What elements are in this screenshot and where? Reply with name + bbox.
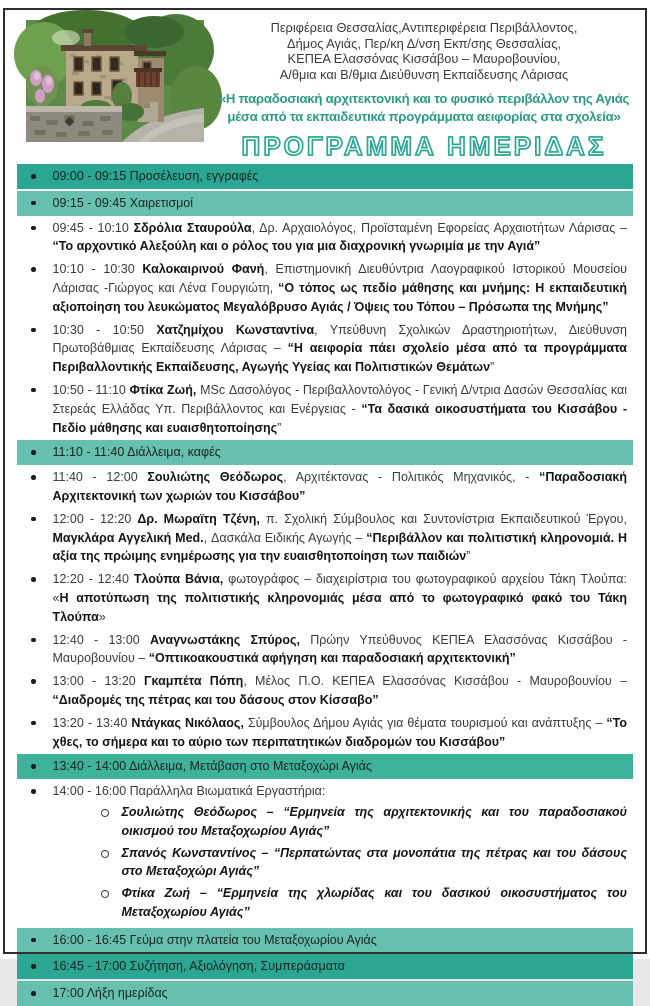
event-title-quote: «Η παραδοσιακή αρχιτεκτονική και το φυσικό περιβάλλον της Αγιάς μέσα από τα εκπαιδευτικά προγράμματα αειφορίας στα σχολεία» bbox=[218, 91, 630, 124]
schedule-item bbox=[17, 218, 633, 258]
text-segment: Φτίκα Ζωή – “Ερμηνεία της χλωρίδας και του δασικού οικοσυστήματος του Μεταξοχωρίου Αγιάς” bbox=[121, 886, 627, 919]
text-segment: » bbox=[98, 609, 106, 624]
schedule-break-row bbox=[17, 164, 633, 189]
item-body bbox=[53, 957, 628, 976]
text-segment: 13:00 - 13:20 bbox=[52, 674, 145, 689]
schedule-item bbox=[17, 380, 633, 438]
text-segment: ” bbox=[277, 420, 282, 435]
item-text bbox=[53, 714, 628, 752]
schedule-item bbox=[17, 569, 633, 627]
bullet-icon bbox=[31, 328, 36, 333]
item-body bbox=[53, 381, 628, 437]
item-body bbox=[53, 194, 628, 213]
item-body bbox=[53, 672, 628, 710]
bullet-icon bbox=[31, 267, 36, 272]
text-segment: “Τα δασικά οικοσυστήματα του Κισσάβου - Πεδίο μάθησης και ευαισθητοποίησης bbox=[52, 401, 627, 435]
workshop-subitem bbox=[101, 884, 628, 922]
text-segment: “Περιβάλλον και πολιτιστική κληρονομιά. Η αξία της πρώιμης ενημέρωσης για την ευαισθητοποίηση των παιδιών bbox=[52, 530, 627, 564]
bullet-icon bbox=[31, 721, 36, 726]
item-text bbox=[53, 570, 628, 626]
bullet-icon bbox=[31, 964, 36, 969]
item-text bbox=[53, 260, 628, 316]
text-segment: Σουλιώτης Θεόδωρος – “Ερμηνεία της αρχιτεκτονικής και του παραδοσιακού οικισμού του Μεταξοχωρίου Αγιάς” bbox=[121, 804, 627, 838]
text-segment: Δρ. Μωραϊτη Τζένη, bbox=[137, 511, 260, 526]
text-segment: 11:10 - 11:40 Διάλλειμα, καφές bbox=[52, 445, 221, 460]
text-segment: “Το χθες, το σήμερα και το αύριο των περιπατητικών διαδρομών του Κισσάβου” bbox=[52, 715, 627, 749]
bullet-icon bbox=[31, 764, 36, 769]
schedule-break-row bbox=[17, 191, 633, 216]
item-body bbox=[53, 443, 628, 462]
schedule-break-row bbox=[17, 954, 633, 979]
text-segment: φωτογράφος – διαχειρίστρια του φωτογραφικού αρχείου Τάκη Τλούπα: « bbox=[52, 572, 627, 605]
text-segment: Σουλιώτης Θεόδωρος bbox=[147, 470, 284, 485]
bullet-icon bbox=[31, 475, 36, 480]
item-body bbox=[53, 570, 628, 626]
text-segment: “Παραδοσιακή Αρχιτεκτονική των χωριών του Κισσάβου” bbox=[52, 470, 628, 503]
text-segment: 10:30 - 10:50 bbox=[52, 322, 157, 337]
text-segment: “Διαδρομές της πέτρας και του δάσους στον Κίσσαβο” bbox=[52, 692, 379, 707]
item-text bbox=[53, 468, 628, 506]
text-segment: 09:00 - 09:15 Προσέλευση, εγγραφές bbox=[52, 169, 259, 183]
text-segment: Μαγκλάρα Αγγελική Med. bbox=[52, 530, 204, 545]
item-text bbox=[53, 194, 628, 213]
item-text bbox=[53, 931, 628, 950]
item-text bbox=[53, 672, 628, 710]
item-body bbox=[53, 782, 628, 925]
text-segment: Σύμβουλος Δήμου Αγιάς για θέματα τουρισμού και ανάπτυξης – bbox=[243, 715, 607, 730]
text-segment: “Το αρχοντικό Αλεξούλη και ο ρόλος του για μια διαχρονική γνωριμία με την Αγιά” bbox=[52, 239, 541, 254]
text-segment: , Αρχιτέκτονας - Πολιτικός Μηχανικός, - bbox=[283, 470, 540, 485]
text-segment: 12:40 - 13:00 bbox=[52, 632, 151, 647]
text-segment: , Δασκάλα Ειδικής Αγωγής – bbox=[203, 530, 367, 545]
text-segment: Φτίκα Ζωή, bbox=[129, 382, 197, 397]
text-segment: Χατζημίχου Κωνσταντίνα bbox=[156, 322, 315, 337]
item-text bbox=[53, 510, 628, 566]
item-body bbox=[53, 931, 628, 950]
text-segment: Ντάγκας Νικόλαος, bbox=[131, 715, 244, 730]
text-segment: 10:10 - 10:30 bbox=[52, 262, 143, 277]
item-body bbox=[53, 757, 628, 776]
item-body bbox=[53, 468, 628, 506]
text-segment: 13:40 - 14:00 Διάλλειμα, Μετάβαση στο Μεταξοχώρι Αγιάς bbox=[52, 759, 372, 774]
text-segment: ” bbox=[490, 360, 495, 375]
organizer-line: Περιφέρεια Θεσσαλίας,Αντιπεριφέρεια Περιβάλλοντος, bbox=[270, 20, 578, 35]
text-segment: 11:40 - 12:00 bbox=[52, 470, 148, 485]
bullet-icon bbox=[31, 388, 36, 393]
workshop-subitem bbox=[101, 844, 628, 882]
item-text bbox=[53, 167, 628, 186]
bullet-icon bbox=[31, 679, 36, 684]
item-body bbox=[53, 167, 628, 186]
text-segment: 16:00 - 16:45 Γεύμα στην πλατεία του Μεταξοχωρίου Αγιάς bbox=[52, 932, 377, 947]
item-body bbox=[53, 260, 628, 316]
text-segment: Τλούπα Βάνια, bbox=[133, 572, 224, 587]
bullet-icon bbox=[31, 991, 36, 996]
text-segment: , Μέλος Π.Ο. ΚΕΠΕΑ Ελασσόνας Κισσάβου - Μαυροβουνίου – bbox=[243, 674, 627, 689]
stone-house-illustration bbox=[26, 20, 204, 142]
text-segment: 12:00 - 12:20 bbox=[52, 511, 138, 526]
text-segment: “Ο τόπος ως πεδίο μάθησης και μνήμης: Η εκπαιδευτική αξιοποίηση του λευκώματος Μεγαλόβρυσο Αγιάς / Όψεις του Τόπου – Πρόσωπα της Μνήμης” bbox=[52, 280, 628, 314]
organizers bbox=[216, 20, 632, 82]
text-segment: 09:15 - 09:45 Χαιρετισμοί bbox=[52, 195, 194, 210]
bullet-icon bbox=[31, 577, 36, 582]
bullet-icon bbox=[31, 450, 36, 455]
text-segment: π. Σχολική Σύμβουλος και Συντονίστρια Εκπαιδευτικού Έργου, bbox=[259, 511, 627, 526]
workshop-text bbox=[122, 803, 628, 841]
schedule-item bbox=[17, 781, 633, 926]
bullet-icon bbox=[31, 789, 36, 794]
item-text bbox=[53, 782, 628, 801]
text-segment: 09:45 - 10:10 bbox=[52, 220, 134, 235]
organizer-line: Δήμος Αγιάς, Περ/κη Δ/νση Εκπ/σης Θεσσαλίας, bbox=[287, 35, 561, 51]
item-text bbox=[53, 984, 628, 1003]
item-text bbox=[53, 957, 628, 976]
item-body bbox=[53, 510, 628, 566]
bullet-icon bbox=[31, 517, 36, 522]
bullet-icon bbox=[31, 938, 36, 943]
bullet-icon bbox=[31, 201, 36, 206]
text-segment: 12:20 - 12:40 bbox=[52, 572, 134, 587]
item-text bbox=[53, 381, 628, 437]
text-segment: , Υπεύθυνη Σχολικών Δραστηριοτήτων, Διεύθυνση Πρωτοβάθμιας Εκπαίδευσης Λάρισας – bbox=[52, 322, 627, 356]
text-segment: 16:45 - 17:00 Συζήτηση, Αξιολόγηση, Συμπεράσματα bbox=[52, 959, 345, 974]
item-body bbox=[53, 631, 628, 669]
schedule-break-row bbox=[17, 981, 633, 1006]
schedule-item bbox=[17, 630, 633, 670]
text-segment: 17:00 Λήξη ημερίδας bbox=[52, 986, 168, 1001]
schedule-list bbox=[17, 164, 633, 1006]
text-segment: 14:00 - 16:00 Παράλληλα Βιωματικά Εργαστήρια: bbox=[52, 784, 326, 799]
item-text bbox=[53, 219, 628, 257]
organizer-line: ΚΕΠΕΑ Ελασσόνας Κισσάβου – Μαυροβουνίου, bbox=[287, 51, 561, 67]
text-segment: Γκαμπέτα Πόπη bbox=[144, 674, 244, 689]
schedule-break-row bbox=[17, 440, 633, 465]
stone-house-photo bbox=[26, 20, 204, 142]
schedule-break-row bbox=[17, 754, 633, 779]
schedule-item bbox=[17, 320, 633, 378]
bullet-icon bbox=[31, 226, 36, 231]
text-segment: , Επιστημονική Διευθύντρια Λαογραφικού Ιστορικού Μουσείου Λάρισας -Γιώργος και Λένα Γουργιώτη, bbox=[52, 262, 627, 295]
text-segment: , Δρ. Αρχαιολόγος, Προϊσταμένη Εφορείας Αρχαιοτήτων Λάρισας – bbox=[251, 220, 627, 235]
schedule-item bbox=[17, 671, 633, 711]
item-body bbox=[53, 984, 628, 1003]
text-segment: Αναγνωστάκης Σπύρος, bbox=[150, 632, 301, 647]
circle-bullet-icon bbox=[101, 890, 109, 898]
item-text bbox=[53, 443, 628, 462]
schedule-item bbox=[17, 509, 633, 567]
text-segment: MSc Δασολόγος - Περιβαλλοντολόγος - Γενική Δ/ντρια Δασών Θεσσαλίας και Στερεάς Ελλάδας Υπ. Περιβάλλοντος και Ενέργειας - bbox=[52, 382, 627, 416]
text-segment: Η αποτύπωση της πολιτιστικής κληρονομιάς μέσα από το φωτογραφικό φακό του Τάκη Τλούπα bbox=[52, 590, 627, 624]
text-segment: Σπανός Κωνσταντίνος – “Περπατώντας στα μονοπάτια της πέτρας και του δάσους στο Μεταξοχώρι Αγιάς” bbox=[121, 845, 627, 879]
header-text-block bbox=[216, 20, 632, 162]
page-title: ΠΡΟΓΡΑΜΜΑ ΗΜΕΡΙΔΑΣ bbox=[241, 131, 607, 162]
text-segment: ” bbox=[466, 549, 471, 564]
item-text bbox=[53, 631, 628, 669]
header-section bbox=[0, 0, 650, 162]
schedule-break-row bbox=[17, 928, 633, 953]
text-segment: Πρώην Υπεύθυνος ΚΕΠΕΑ Ελασσόνας Κισσάβου - Μαυροβουνίου – bbox=[52, 632, 627, 666]
schedule-item bbox=[17, 713, 633, 753]
item-text bbox=[53, 757, 628, 776]
workshop-text bbox=[122, 884, 628, 922]
bullet-icon bbox=[31, 638, 36, 643]
schedule-item bbox=[17, 467, 633, 507]
text-segment: Καλοκαιρινού Φανή bbox=[142, 262, 265, 277]
text-segment: 10:50 - 11:10 bbox=[52, 382, 130, 397]
workshop-subitem bbox=[101, 803, 628, 841]
bullet-icon bbox=[31, 174, 36, 179]
circle-bullet-icon bbox=[101, 809, 109, 817]
organizer-line: Α/θμια και Β/θμια Διεύθυνση Εκπαίδευσης Λάρισας bbox=[279, 66, 569, 82]
text-segment: “Η αειφορία πάει σχολείο μέσα από τα προγράμματα Περιβαλλοντικής Εκπαίδευσης, Αγωγής Υγείας και Πολιτιστικών Θεμάτων bbox=[52, 341, 627, 375]
text-segment: “Οπτικοακουστικά αφήγηση και παραδοσιακή αρχιτεκτονική” bbox=[148, 651, 516, 666]
text-segment: 13:20 - 13:40 bbox=[52, 715, 132, 730]
text-segment: Σδρόλια Σταυρούλα bbox=[133, 220, 252, 235]
circle-bullet-icon bbox=[101, 850, 109, 858]
workshop-text bbox=[122, 844, 628, 882]
item-body bbox=[53, 219, 628, 257]
item-body bbox=[53, 714, 628, 752]
item-text bbox=[53, 321, 628, 377]
schedule-item bbox=[17, 259, 633, 317]
item-body bbox=[53, 321, 628, 377]
